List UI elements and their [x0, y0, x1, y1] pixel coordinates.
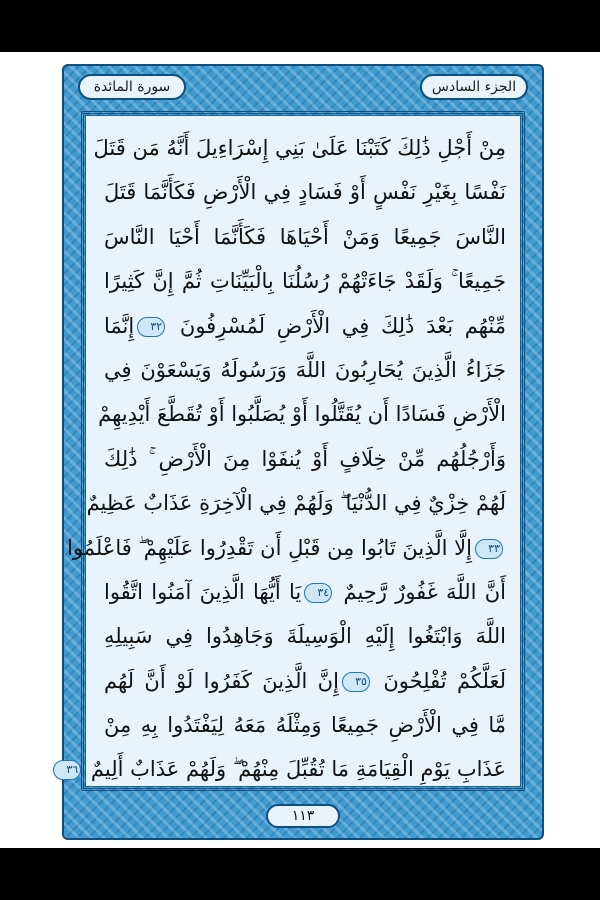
verse-line [104, 614, 506, 658]
verse-text: نَفْسًا بِغَيْرِ نَفْسٍ أَوْ فَسَادٍ فِي الْأَرْضِ فَكَأَنَّمَا قَتَلَ [104, 180, 506, 205]
verse-text: الْأَرْضِ فَسَادًا أَن يُقَتَّلُوا أَوْ يُصَلَّبُوا أَوْ تُقَطَّعَ أَيْدِيهِمْ [98, 402, 506, 427]
verse-text: لَهُمْ خِزْيٌ فِي الدُّنْيَا ۖ وَلَهُمْ فِي الْآخِرَةِ عَذَابٌ عَظِيمٌ [86, 491, 506, 516]
verse-text: عَذَابِ يَوْمِ الْقِيَامَةِ مَا تُقُبِّلَ مِنْهُمْ ۖ وَلَهُمْ عَذَابٌ أَلِيمٌ [84, 757, 506, 782]
verse-line [104, 348, 506, 392]
ayah-number-marker: ٣٦ [53, 760, 81, 780]
verse-text: إِنَّ الَّذِينَ كَفَرُوا لَوْ أَنَّ لَهُم [104, 668, 339, 693]
verse-line [86, 481, 506, 525]
verse-text: النَّاسَ جَمِيعًا وَمَنْ أَحْيَاهَا فَكَأَنَّمَا أَحْيَا النَّاسَ [104, 224, 506, 249]
screen-top-bar [0, 0, 600, 52]
verse-text: مِنْ أَجْلِ ذَٰلِكَ كَتَبْنَا عَلَىٰ بَنِي إِسْرَاءِيلَ أَنَّهُ مَن قَتَلَ [93, 136, 506, 160]
verse-line [93, 126, 506, 170]
ayah-number-marker: ٣٢ [137, 317, 165, 337]
verse-line [104, 259, 506, 303]
verse-text: جَمِيعًا ۚ وَلَقَدْ جَاءَتْهُمْ رُسُلُنَا بِالْبَيِّنَاتِ ثُمَّ إِنَّ كَثِيرًا [104, 269, 506, 294]
verse-line [98, 392, 506, 436]
verse-text: يَا أَيُّهَا الَّذِينَ آمَنُوا اتَّقُوا [104, 579, 302, 604]
verse-text: جَزَاءُ الَّذِينَ يُحَارِبُونَ اللَّهَ وَرَسُولَهُ وَيَسْعَوْنَ فِي [104, 357, 506, 382]
verse-line [104, 215, 506, 259]
verse-line [104, 570, 506, 614]
ayah-number-marker: ٣٣ [475, 539, 503, 559]
verse-text: مَّا فِي الْأَرْضِ جَمِيعًا وَمِثْلَهُ مَعَهُ لِيَفْتَدُوا بِهِ مِنْ [104, 713, 506, 738]
ornamental-frame [62, 64, 544, 840]
surah-label: سورة المائدة [93, 79, 171, 95]
ayah-number-marker: ٣٥ [342, 672, 370, 692]
verse-line [104, 304, 506, 348]
surah-cartouche [78, 74, 186, 100]
verse-text: إِلَّا الَّذِينَ تَابُوا مِن قَبْلِ أَن تَقْدِرُوا عَلَيْهِمْ ۖ فَاعْلَمُوا [67, 535, 472, 560]
mushaf-page [0, 52, 600, 848]
verse-line [66, 747, 506, 791]
verse-line [104, 437, 506, 481]
verse-lines [66, 126, 506, 792]
verse-line [104, 170, 506, 214]
juz-cartouche [420, 74, 528, 100]
verse-text: وَأَرْجُلُهُم مِّنْ خِلَافٍ أَوْ يُنفَوْا مِنَ الْأَرْضِ ۚ ذَٰلِكَ [104, 446, 506, 471]
verse-text: أَنَّ اللَّهَ غَفُورٌ رَّحِيمٌ [335, 579, 506, 604]
verse-text: إِنَّمَا [104, 313, 135, 338]
verse-line [104, 659, 506, 703]
page-number: ١١٣ [266, 804, 340, 828]
verse-text: اللَّهَ وَابْتَغُوا إِلَيْهِ الْوَسِيلَةَ وَجَاهِدُوا فِي سَبِيلِهِ [104, 624, 506, 649]
verse-text: لَعَلَّكُمْ تُفْلِحُونَ [372, 668, 506, 693]
verse-text: مِّنْهُم بَعْدَ ذَٰلِكَ فِي الْأَرْضِ لَمُسْرِفُونَ [168, 313, 506, 338]
verse-line [67, 526, 506, 570]
juz-label: الجزء السادس [431, 79, 517, 95]
verse-line [104, 703, 506, 747]
ayah-number-marker: ٣٤ [304, 583, 332, 603]
screen-bottom-bar [0, 848, 600, 900]
